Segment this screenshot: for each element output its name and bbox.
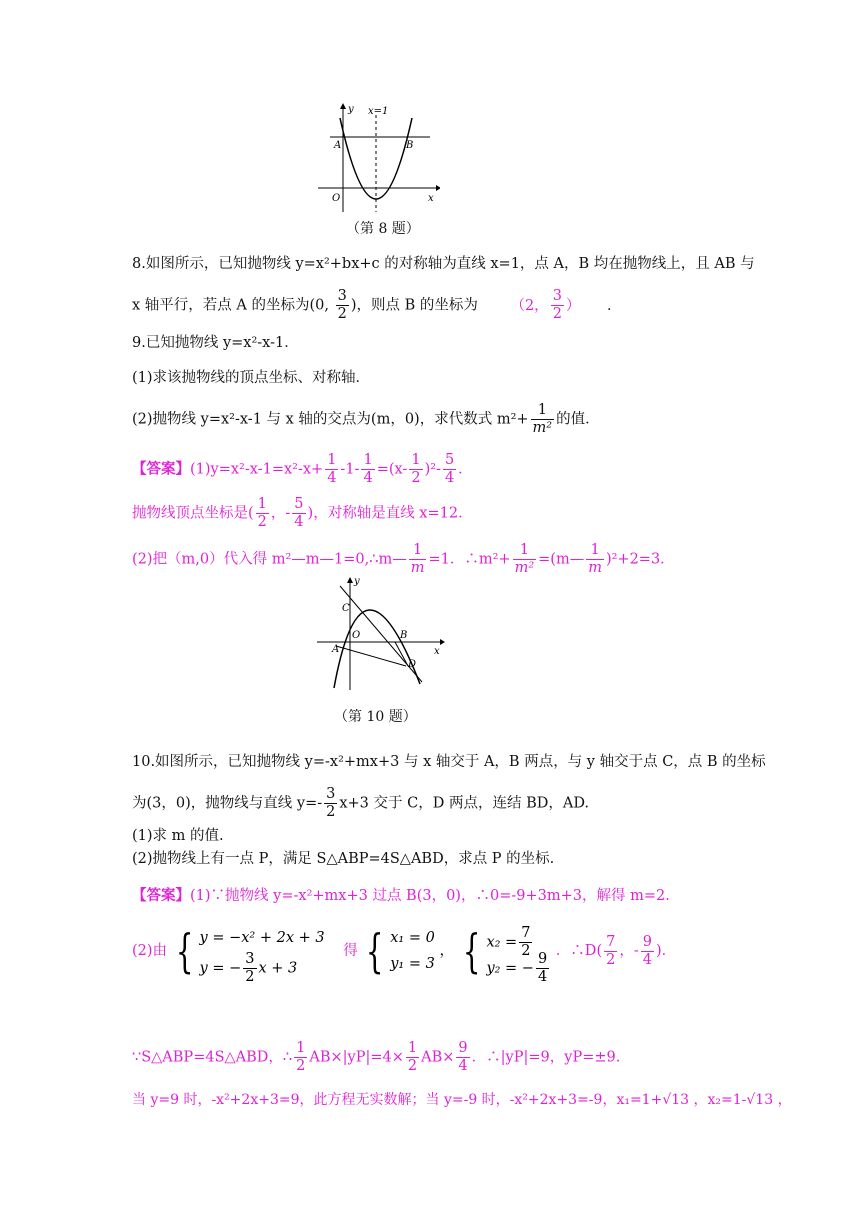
fig10-label-x: x xyxy=(434,646,440,657)
q10-answer-4: 当 y=9 时，-x²+2x+3=9，此方程无实数解；当 y=-9 时，-x²+2x+3=-9，x₁=1+√13 ，x₂=1-√13 ， xyxy=(132,1092,792,1108)
fig8-caption: （第 8 题） xyxy=(346,221,420,237)
q8-line2: x 轴平行，若点 A 的坐标为(0, $\frac{3}{2}$ )，则点 B 的坐标为 （2， $\frac{3}{2}$ ） ． xyxy=(132,288,622,322)
fig8-label-x: x xyxy=(428,193,434,204)
q9-answer-1: 【答案】(1)y=x²-x-1=x²-x+ $\frac{1}{4}$ -1- $\frac{1}{4}$ =(x- $\frac{1}{2}$ )²- $\frac{5}{4}$ ． xyxy=(132,452,473,486)
fig10-caption: （第 10 题） xyxy=(334,709,417,725)
fig10-label-o: O xyxy=(352,630,361,641)
q10-answer-2: (2)由 { y = −x² + 2x + 3 y = − $\frac{3}{2}$ x + 3 得 { x₁ = 0 y₁ = 3 ， { x₂ = $\frac{7}{2}$ y₂ = − $\frac{9}{4}$ ．∴D( $\frac{7}{2}$ ，- $\frac{9}{4}$ )． xyxy=(132,924,677,985)
q9-title: 9.已知抛物线 y=x²-x-1． xyxy=(132,335,299,351)
fig8-label-o: O xyxy=(332,193,341,204)
q10-part2: (2)抛物线上有一点 P，满足 S△ABP=4S△ABD，求点 P 的坐标. xyxy=(132,851,555,867)
q10-line1: 10.如图所示，已知抛物线 y=-x²+mx+3 与 x 轴交于 A，B 两点，与 y 轴交于点 C，点 B 的坐标 xyxy=(132,754,766,770)
q10-answer-1: 【答案】(1)∵抛物线 y=-x²+mx+3 过点 B(3，0)，∴0=-9+3m+3，解得 m=2. xyxy=(132,887,670,904)
fig10-label-b: B xyxy=(400,630,408,641)
fig10-label-d: D xyxy=(408,659,417,670)
fig8-label-b: B xyxy=(406,140,414,151)
fig10-label-y: y xyxy=(354,576,360,587)
fig10-label-c: C xyxy=(342,603,350,614)
figure-8-graph xyxy=(310,100,440,215)
q10-part1: (1)求 m 的值. xyxy=(132,828,224,844)
q9-answer-3: (2)把（m,0）代入得 m²—m—1=0,∴m— $\frac{1}{m}$ =1．∴m²+ $\frac{1}{\text{m²}}$ =(m— $\frac{1}{m}$ )²+2=3． xyxy=(132,542,675,576)
fig8-label-y: y xyxy=(348,104,354,115)
figure-10-graph xyxy=(312,574,447,694)
q9-part2: (2)抛物线 y=x²-x-1 与 x 轴的交点为(m，0)，求代数式 m²+ $\frac{1}{\text{m²}}$ 的值． xyxy=(132,402,600,436)
q10-line2: 为(3，0)，抛物线与直线 y=- $\frac{3}{2}$ x+3 交于 C，D 两点，连结 BD，AD. xyxy=(132,786,590,820)
q10-answer-3: ∵S△ABP=4S△ABD，∴ $\frac{1}{2}$ AB×|yP|=4× $\frac{1}{2}$ AB× $\frac{9}{4}$ ．∴|yP|=9，yP=±9. xyxy=(132,1040,621,1074)
q9-answer-2: 抛物线顶点坐标是( $\frac{1}{2}$ ，- $\frac{5}{4}$ )，对称轴是直线 x=12． xyxy=(132,496,473,530)
fig10-label-a: A xyxy=(332,644,340,655)
fig8-label-axis: x=1 xyxy=(368,106,389,117)
q9-part1: (1)求该抛物线的顶点坐标、对称轴． xyxy=(132,370,371,386)
q8-line1: 8.如图所示，已知抛物线 y=x²+bx+c 的对称轴为直线 x=1，点 A，B 均在抛物线上，且 AB 与 xyxy=(132,256,755,272)
fig8-label-a: A xyxy=(334,140,342,151)
